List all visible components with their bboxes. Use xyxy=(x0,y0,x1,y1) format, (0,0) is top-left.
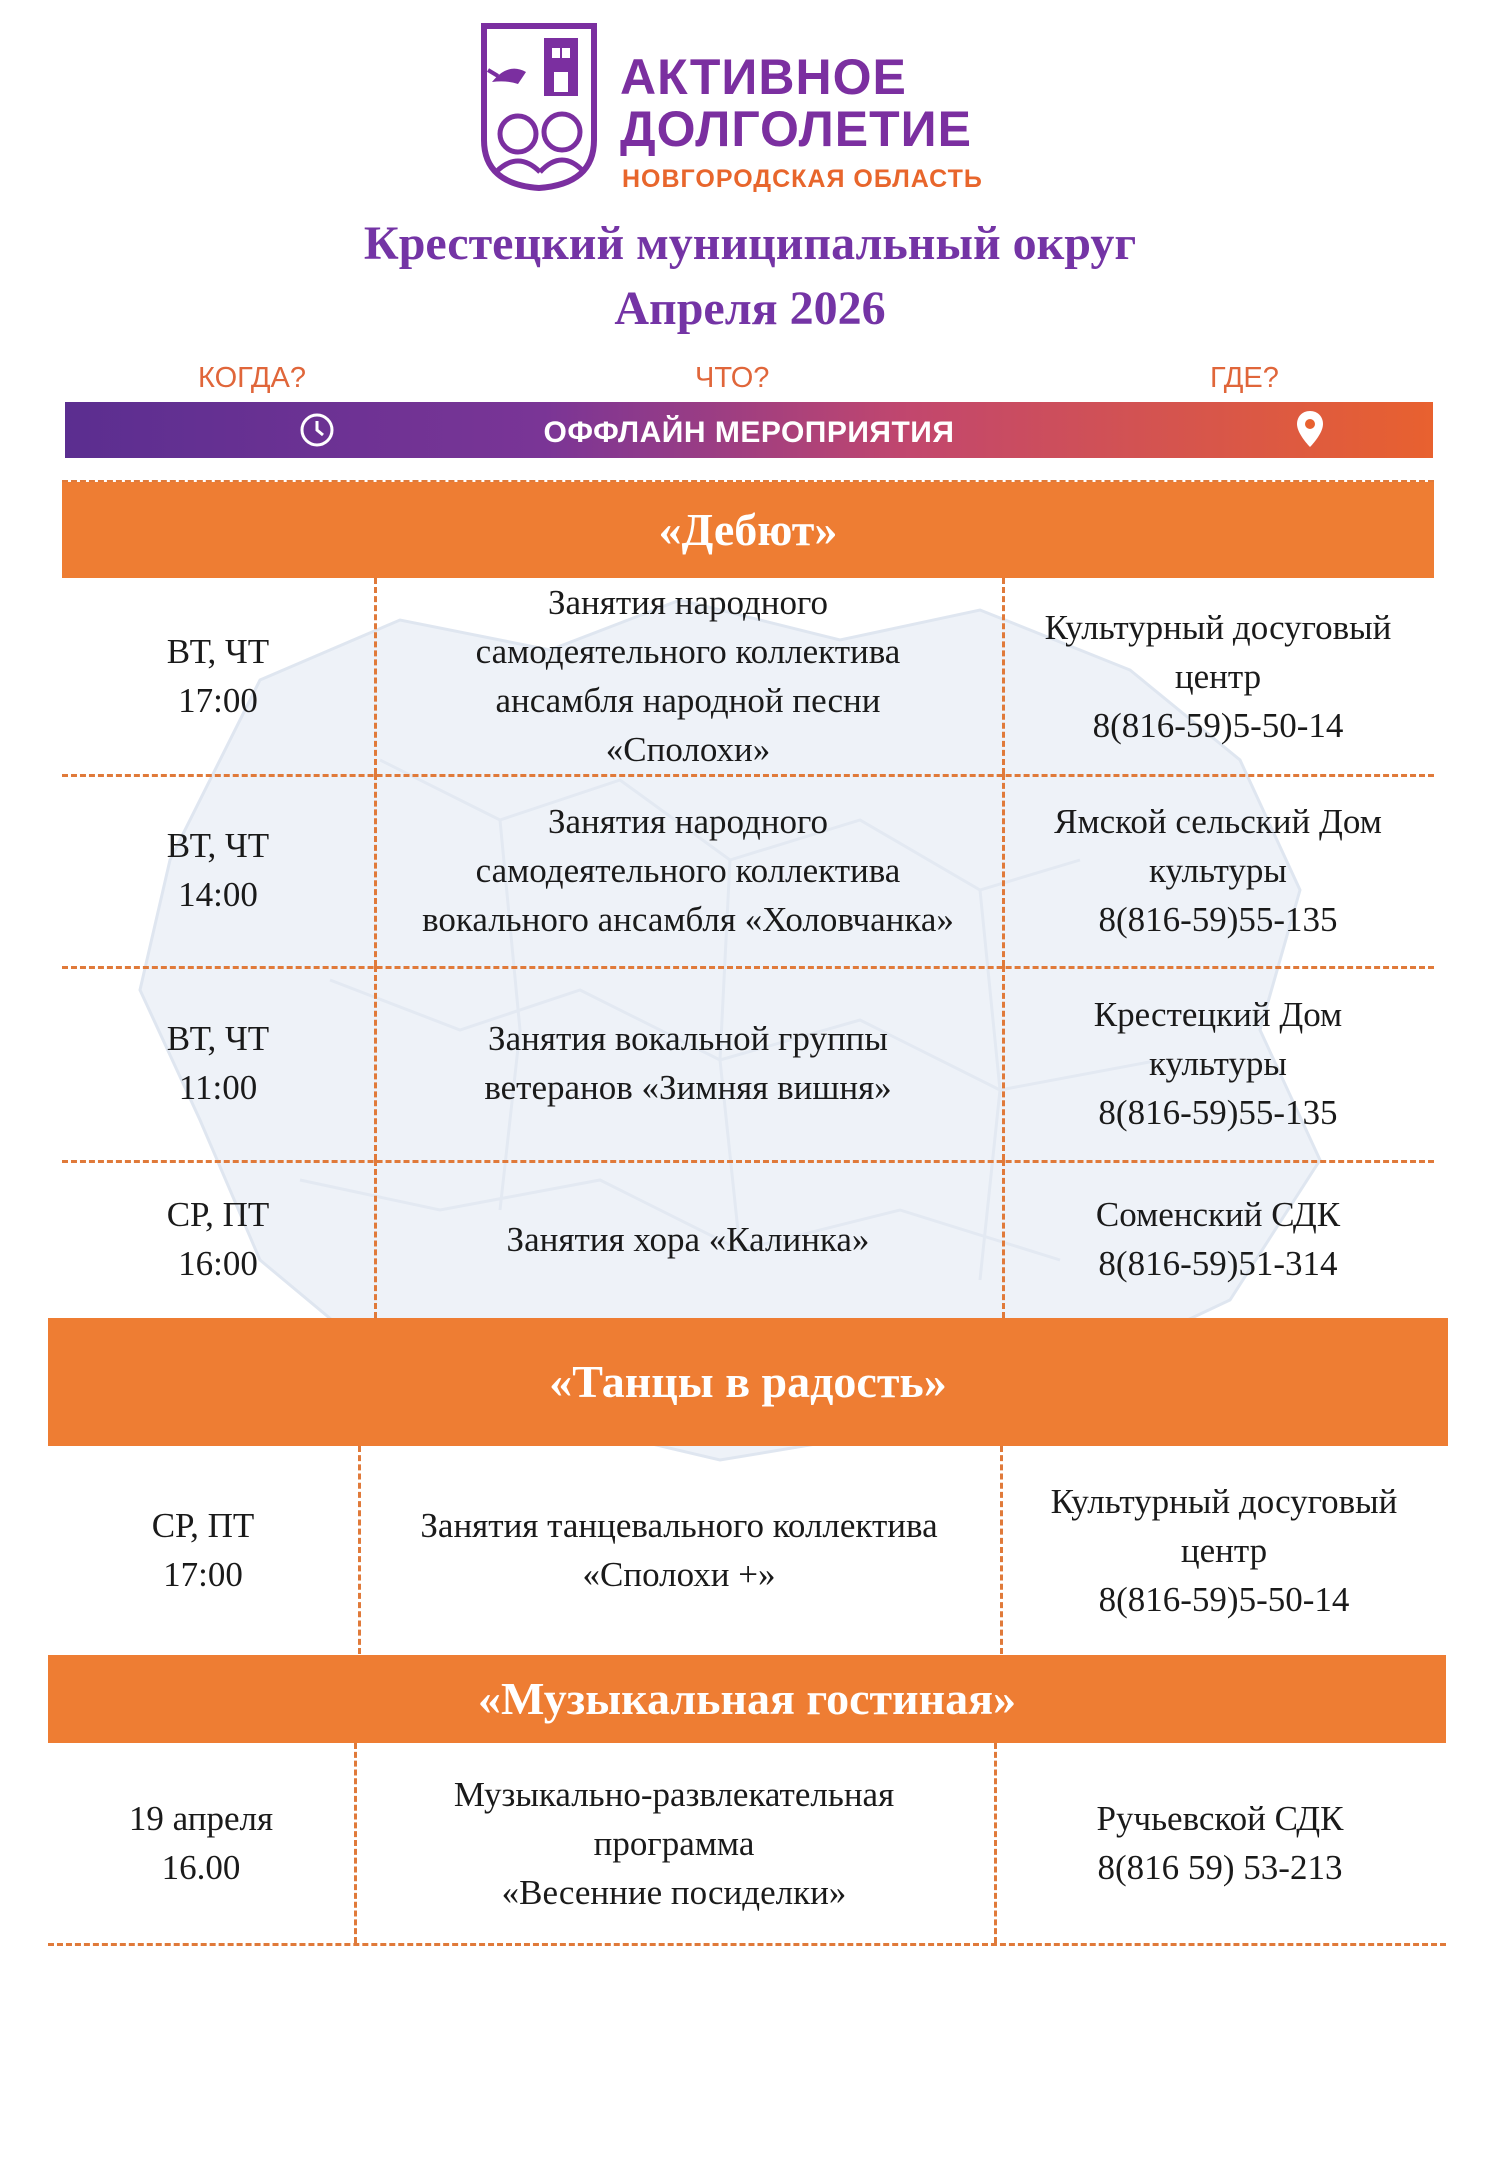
row-where: Ямской сельский Дом культуры 8(816-59)55-135 xyxy=(1054,801,1382,939)
table-row xyxy=(48,1446,1448,1654)
row-when: ВТ, ЧТ 11:00 xyxy=(166,1019,270,1107)
row-when: СР, ПТ 17:00 xyxy=(151,1506,255,1594)
table-row xyxy=(62,578,1434,774)
column-label-where: ГДЕ? xyxy=(1210,362,1279,394)
row-where: Культурный досуговый центр 8(816-59)5-50-14 xyxy=(1044,607,1392,745)
page-title: Крестецкий муниципальный округ xyxy=(363,217,1137,270)
row-what: Занятия вокальной группы ветеранов «Зимняя вишня» xyxy=(484,1019,892,1107)
table-row xyxy=(62,1160,1434,1318)
row-where: Ручьевской СДК 8(816 59) 53-213 xyxy=(1096,1799,1344,1887)
row-when: ВТ, ЧТ 14:00 xyxy=(166,826,270,914)
section-header-dance: «Танцы в радость» xyxy=(48,1318,1448,1446)
row-what: Занятия народного самодеятельного коллектива ансамбля народной песни «Сполохи» xyxy=(475,583,901,769)
location-pin-icon xyxy=(1294,409,1326,449)
row-when: СР, ПТ 16:00 xyxy=(166,1195,270,1283)
logo-emblem-icon xyxy=(478,22,600,192)
row-what: Занятия танцевального коллектива «Сполохи +» xyxy=(420,1506,938,1594)
table-row xyxy=(62,774,1434,966)
row-when: ВТ, ЧТ 17:00 xyxy=(166,632,270,720)
column-label-what: ЧТО? xyxy=(695,362,770,394)
divider xyxy=(48,1943,1446,1946)
row-what: Музыкально-развлекательная программа «Весенние посиделки» xyxy=(453,1774,895,1912)
row-where: Крестецкий Дом культуры 8(816-59)55-135 xyxy=(1093,994,1343,1132)
logo-text-line1: АКТИВНОЕ xyxy=(620,49,907,105)
table-row xyxy=(48,1743,1446,1943)
page-subtitle: Апреля 2026 xyxy=(614,282,886,335)
logo-text-line3: НОВГОРОДСКАЯ ОБЛАСТЬ xyxy=(622,165,983,193)
row-when: 19 апреля 16.00 xyxy=(128,1799,274,1887)
logo xyxy=(478,22,1038,200)
row-where: Культурный досуговый центр 8(816-59)5-50-14 xyxy=(1050,1481,1398,1619)
section-header-music-lounge: «Музыкальная гостиная» xyxy=(48,1655,1446,1743)
offline-events-label: ОФФЛАЙН МЕРОПРИЯТИЯ xyxy=(543,416,955,449)
row-what: Занятия народного самодеятельного коллектива вокального ансамбля «Холовчанка» xyxy=(422,801,954,939)
row-what: Занятия хора «Калинка» xyxy=(506,1219,870,1259)
column-label-when: КОГДА? xyxy=(198,362,306,394)
section-header-debut: «Дебют» xyxy=(62,482,1434,578)
table-row xyxy=(62,966,1434,1160)
logo-text-line2: ДОЛГОЛЕТИЕ xyxy=(620,101,972,157)
offline-events-banner xyxy=(65,402,1433,458)
row-where: Соменский СДК 8(816-59)51-314 xyxy=(1095,1195,1341,1283)
